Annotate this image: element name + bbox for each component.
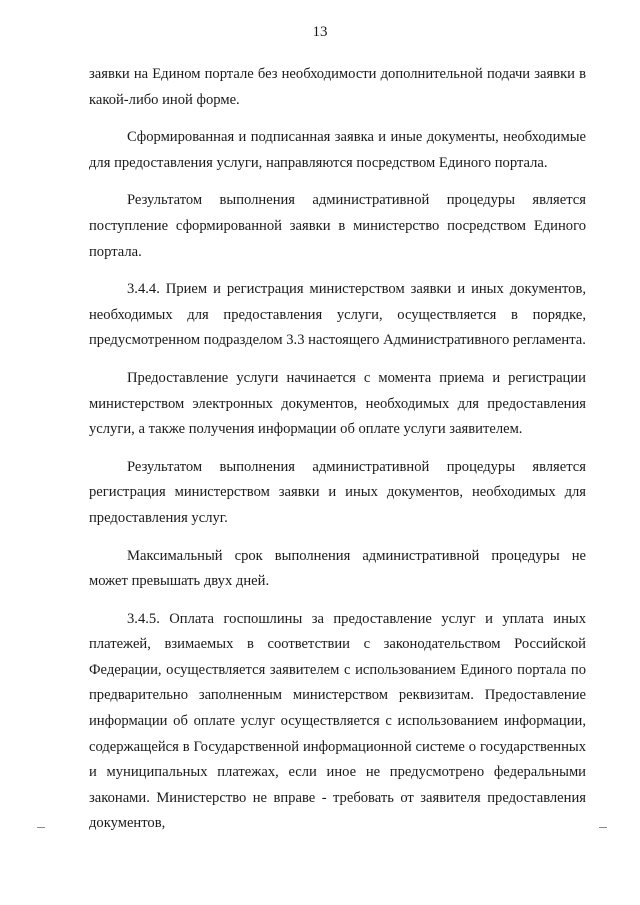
paragraph-submission: Сформированная и подписанная заявка и иные документы, необходимые для предоставления услуги, направляются посредством Единого портала.	[89, 129, 586, 171]
paragraph-result-receipt: Результатом выполнения административной процедуры является поступление сформированной заявки в министерство посредством Единого портала.	[89, 192, 586, 260]
paragraph-3-4-5: 3.4.5. Оплата госпошлины за предоставление услуг и уплата иных платежей, взимаемых в соответствии с законодательством Российской Федерации, осуществляется заявителем с использованием Единого портала по предварительно заполненным министерством реквизитам. Предоставление информации об оплате услуг осуществляется с использованием информации, содержащейся в Государственной информационной системе о государственных и муниципальных платежах, если иное не предусмотрено федеральными законами. Министерство не вправе - требовать от заявителя предоставления документов,	[89, 610, 586, 832]
paragraph-max-term: Максимальный срок выполнения административной процедуры не может превышать двух дней.	[89, 547, 586, 590]
paragraph-result-registration: Результатом выполнения административной процедуры является регистрация министерством заявки и иных документов, необходимых для предоставления услуг.	[89, 458, 586, 526]
scan-margin-mark-left	[37, 827, 45, 828]
paragraph-3-4-4: 3.4.4. Прием и регистрация министерством заявки и иных документов, необходимых для предоставления услуги, осуществляется в порядке, предусмотренном подразделом 3.3 настоящего Административного регламента.	[89, 281, 586, 349]
page-number: 13	[312, 24, 328, 40]
paragraph-service-start: Предоставление услуги начинается с момента приема и регистрации министерством электронных документов, необходимых для предоставления услуги, а также получения информации об оплате услуги заявителем.	[89, 369, 586, 438]
page-body	[89, 62, 586, 849]
paragraph-continuation: заявки на Едином портале без необходимости дополнительной подачи заявки в какой-либо иной форме.	[89, 66, 586, 108]
scan-margin-mark-right	[599, 827, 607, 828]
